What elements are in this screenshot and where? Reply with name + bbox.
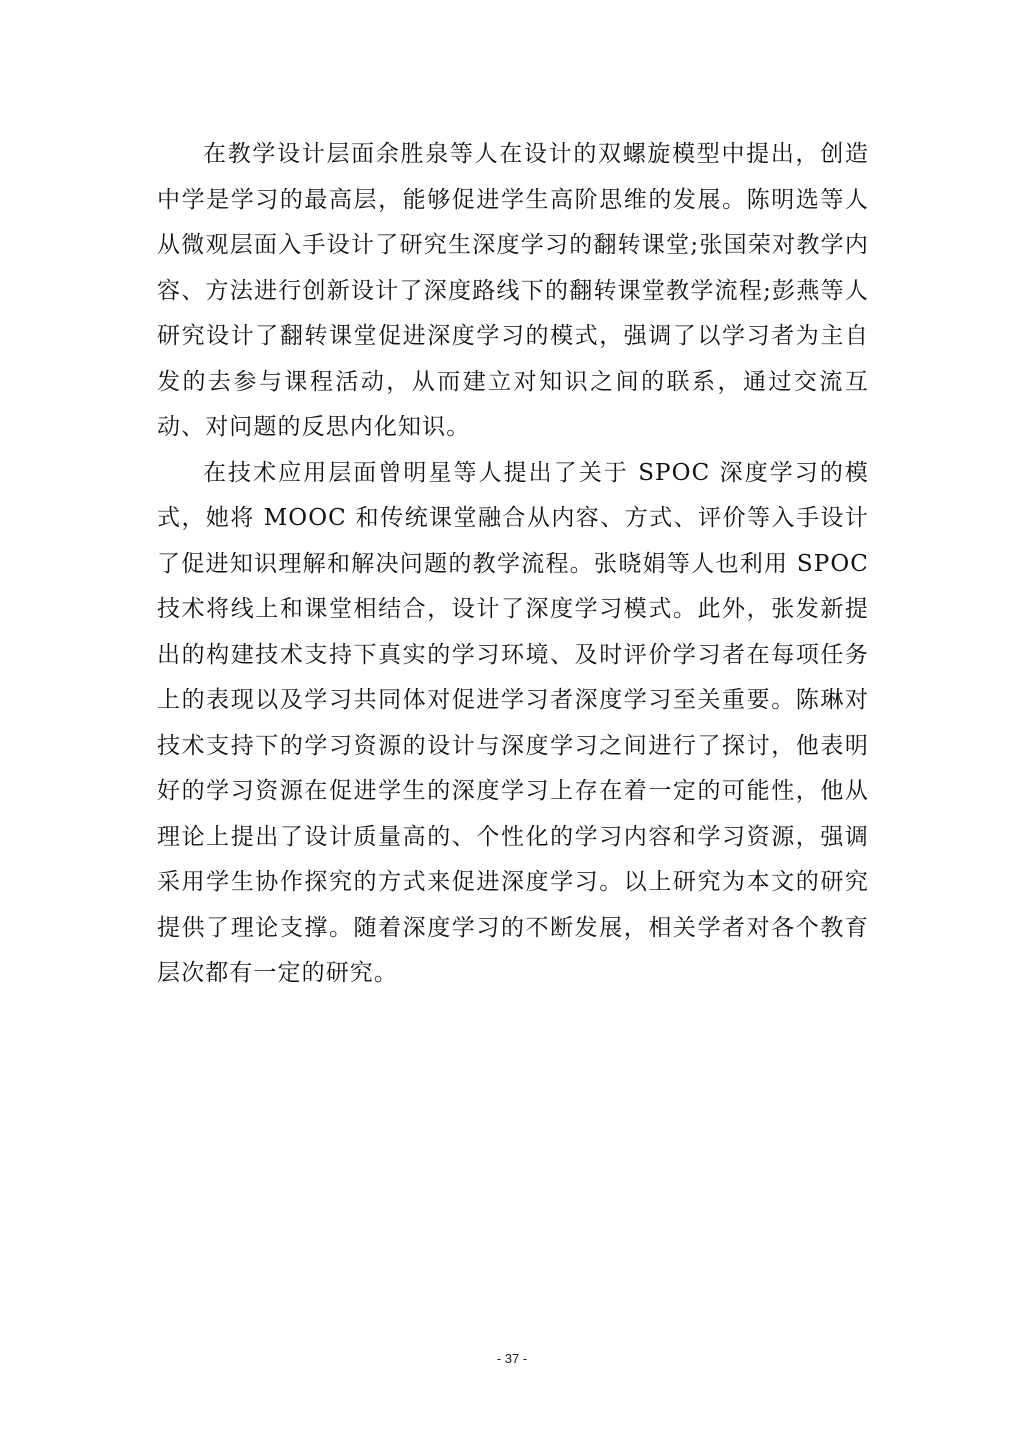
- paragraph-instructional-design: 在教学设计层面余胜泉等人在设计的双螺旋模型中提出，创造中学是学习的最高层，能够促进学生高阶思维的发展。陈明选等人从微观层面入手设计了研究生深度学习的翻转课堂;张国荣对教学内容、方法进行创新设计了深度路线下的翻转课堂教学流程;彭燕等人研究设计了翻转课堂促进深度学习的模式，强调了以学习者为主自发的去参与课程活动，从而建立对知识之间的联系，通过交流互动、对问题的反思内化知识。: [157, 141, 869, 440]
- paragraph-technology-application: 在技术应用层面曾明星等人提出了关于 SPOC 深度学习的模式，她将 MOOC 和传统课堂融合从内容、方式、评价等入手设计了促进知识理解和解决问题的教学流程。张晓娟等人也利用 SPOC 技术将线上和课堂相结合，设计了深度学习模式。此外，张发新提出的构建技术支持下真实的学习环境、及时评价学习者在每项任务上的表现以及学习共同体对促进学习者深度学习至关重要。陈琳对技术支持下的学习资源的设计与深度学习之间进行了探讨，他表明好的学习资源在促进学生的深度学习上存在着一定的可能性，他从理论上提出了设计质量高的、个性化的学习内容和学习资源，强调采用学生协作探究的方式来促进深度学习。以上研究为本文的研究提供了理论支撑。随着深度学习的不断发展，相关学者对各个教育层次都有一定的研究。: [157, 459, 869, 986]
- page-number: - 37 -: [496, 1351, 528, 1366]
- body-text: [157, 132, 869, 997]
